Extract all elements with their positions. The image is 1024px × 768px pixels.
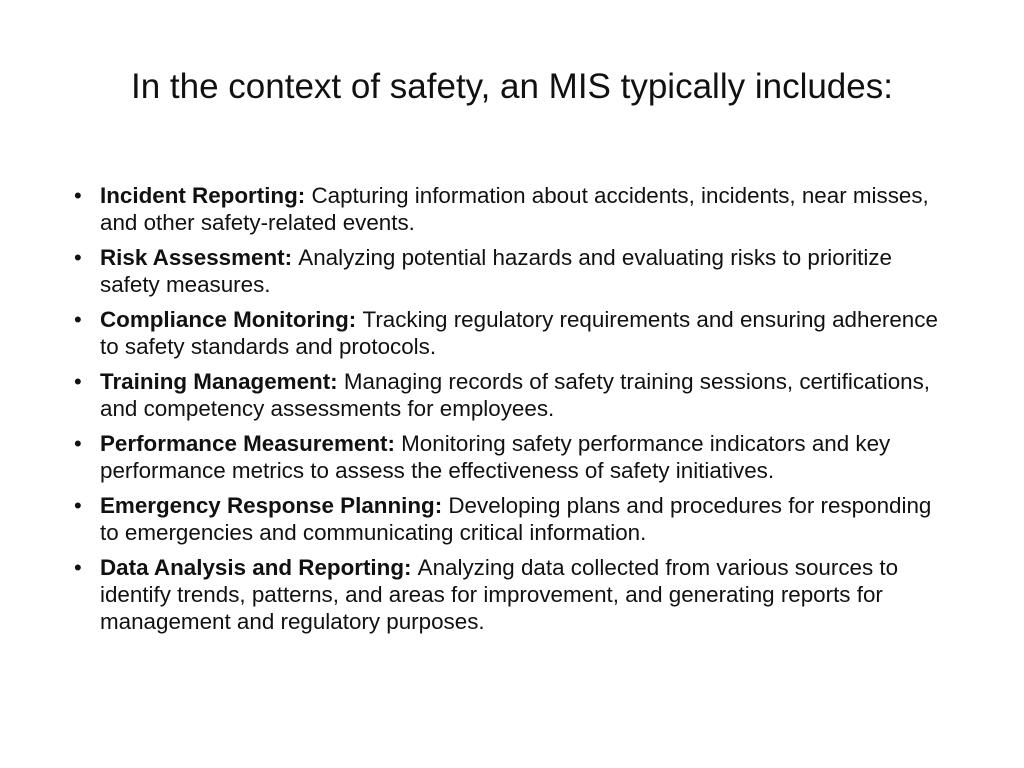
item-term: Risk Assessment:	[100, 245, 299, 270]
bullet-icon: •	[74, 183, 82, 208]
item-term: Emergency Response Planning:	[100, 493, 449, 518]
list-item	[72, 492, 952, 546]
list-item	[72, 368, 952, 422]
list-item	[72, 554, 952, 635]
bullet-icon: •	[74, 431, 82, 456]
item-term: Data Analysis and Reporting:	[100, 555, 418, 580]
item-term: Incident Reporting:	[100, 183, 312, 208]
bullet-icon: •	[74, 369, 82, 394]
bullet-icon: •	[74, 245, 82, 270]
item-description: Developing plans and procedures for responding to emergencies and communicating critical information.	[100, 493, 932, 545]
bullet-icon: •	[74, 493, 82, 518]
list-item	[72, 182, 952, 236]
item-term: Training Management:	[100, 369, 344, 394]
item-description: Analyzing potential hazards and evaluating risks to prioritize safety measures.	[100, 245, 892, 297]
item-description: Managing records of safety training sessions, certifications, and competency assessments for employees.	[100, 369, 931, 421]
bullet-icon: •	[74, 555, 82, 580]
list-item	[72, 244, 952, 298]
bullet-icon: •	[74, 307, 82, 332]
item-description: Analyzing data collected from various sources to identify trends, patterns, and areas for improvement, and generating reports for management and regulatory purposes.	[100, 555, 899, 634]
list-item	[72, 430, 952, 484]
list-item	[72, 306, 952, 360]
item-term: Performance Measurement:	[100, 431, 402, 456]
slide-title: In the context of safety, an MIS typically includes:	[131, 67, 893, 106]
item-description: Monitoring safety performance indicators and key performance metrics to assess the effectiveness of safety initiatives.	[100, 431, 891, 483]
bullet-list	[72, 182, 952, 643]
item-description: Capturing information about accidents, incidents, near misses, and other safety-related events.	[100, 183, 929, 235]
item-description: Tracking regulatory requirements and ensuring adherence to safety standards and protocols.	[100, 307, 938, 359]
item-term: Compliance Monitoring:	[100, 307, 363, 332]
